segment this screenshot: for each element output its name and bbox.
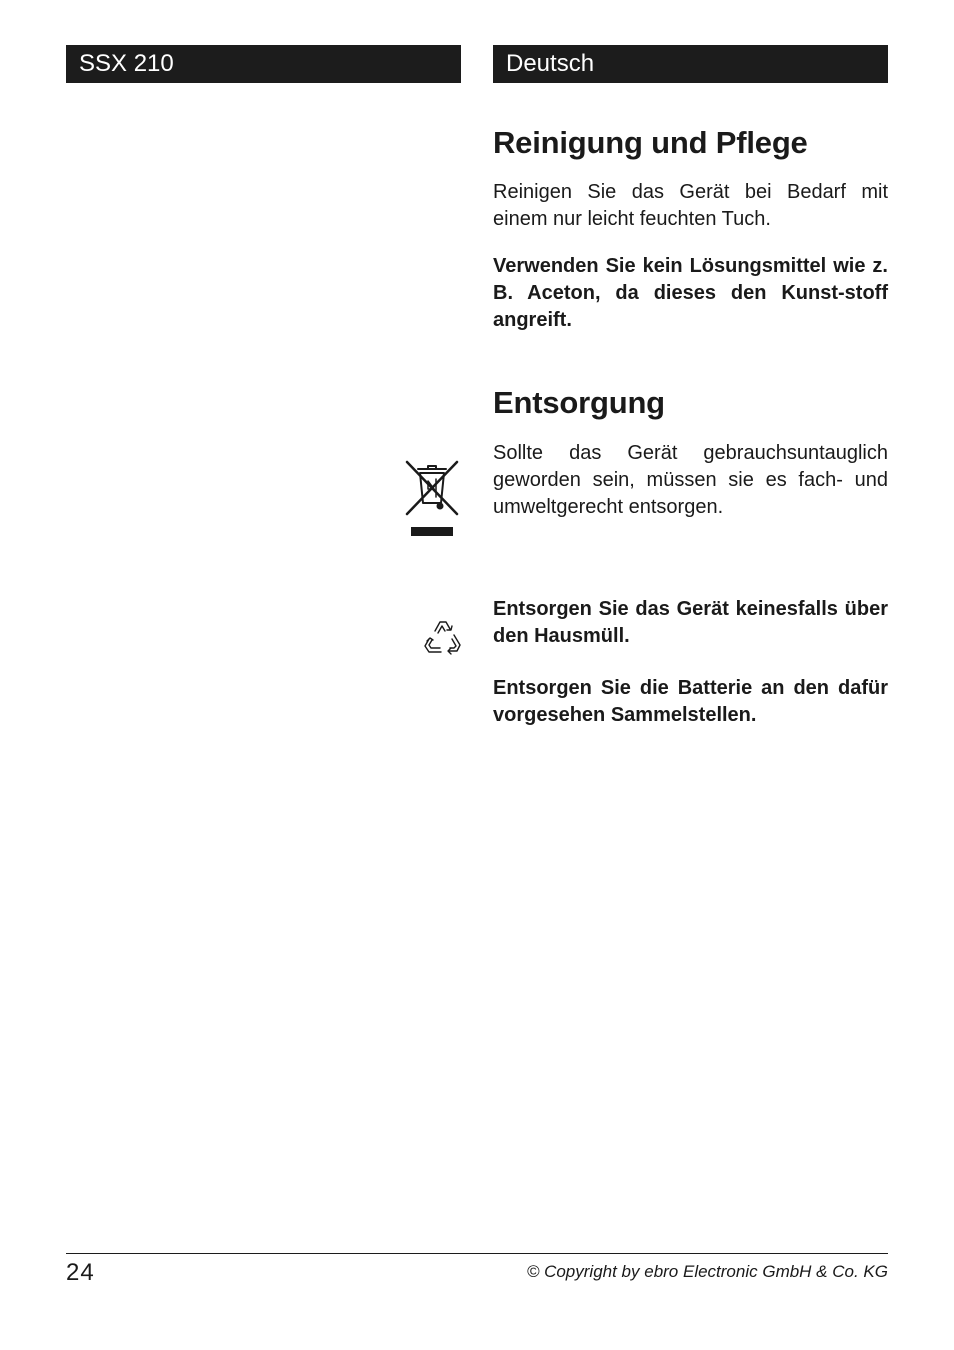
crossed-out-wheelie-bin-icon [404,459,460,539]
header-model-bar [66,45,461,83]
household-waste-warning: Entsorgen Sie das Gerät keinesfalls über den Hausmüll. [493,598,888,647]
cleaning-paragraph: Reinigen Sie das Gerät bei Bedarf mit einem nur leicht feuchten Tuch. [493,181,888,230]
page-number: 24 [66,1259,95,1286]
cleaning-warning: Verwenden Sie kein Lösungsmittel wie z. B. Aceton, da dieses den Kunst-stoff angreift. [493,255,888,331]
disposal-paragraph: Sollte das Gerät gebrauchsuntauglich geworden sein, müssen sie es fach- und umweltgerecht entsorgen. [493,442,888,518]
header-language-bar [493,45,888,83]
disposal-heading: Entsorgung [493,385,665,420]
battery-disposal-warning: Entsorgen Sie die Batterie an den dafür vorgesehen Sammelstellen. [493,677,888,726]
footer-divider [66,1253,888,1254]
language-label: Deutsch [506,50,595,77]
model-name: SSX 210 [79,50,174,77]
recycle-icon [421,619,463,659]
cleaning-heading: Reinigung und Pflege [493,125,808,160]
copyright-notice: © Copyright by ebro Electronic GmbH & Co. KG [526,1262,888,1281]
